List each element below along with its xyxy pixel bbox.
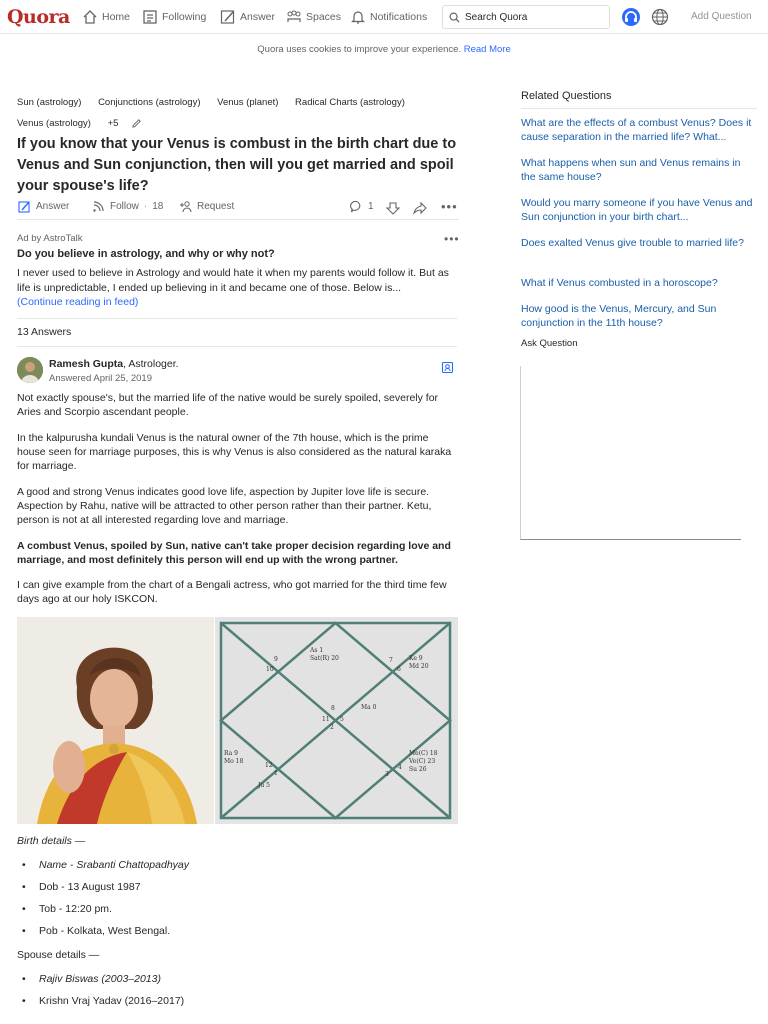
ad-attribution: Ad by AstroTalk [17,233,83,244]
chart-label: 9 [274,656,278,663]
chart-label: 8 [331,705,335,712]
follow-button-label: Follow [110,201,139,212]
list-item [26,925,170,937]
user-avatar[interactable] [622,8,640,26]
nav-spaces[interactable] [286,7,341,27]
chart-label: Ra 9 [224,750,238,757]
ad-more-options-icon[interactable]: ••• [444,232,460,246]
topic-tag[interactable]: Venus (planet) [217,97,279,108]
comment-icon [350,200,363,213]
topic-tag[interactable]: Radical Charts (astrology) [295,97,405,108]
related-question-link[interactable]: Does exalted Venus give trouble to married life? [521,237,744,249]
search-icon [449,12,460,23]
topic-tag[interactable]: Venus (astrology) [17,118,91,129]
author-name[interactable] [49,358,179,370]
cookie-read-more-link[interactable]: Read More [463,44,511,55]
list-item [26,859,189,871]
chart-label: Ve(C) 23 [409,758,436,765]
chart-label: Sat(R) 20 [310,655,339,662]
related-question-link[interactable]: What are the effects of a combust Venus? Does it cause separation in the married life? What... [521,117,752,143]
nav-answer-label: Answer [240,11,276,23]
actress-photo[interactable] [17,617,214,824]
detail-value: 13 August 1987 [67,881,141,893]
add-question-button[interactable]: Add Question [691,11,752,22]
related-question-link[interactable]: What happens when sun and Venus remains in the same house? [521,157,741,183]
topic-tag[interactable]: Sun (astrology) [17,97,82,108]
answer-button[interactable] [18,200,69,213]
home-icon [82,9,98,25]
cookie-banner [0,44,768,55]
detail-value: Srabanti Chattopadhyay [76,859,190,871]
detail-value: Kolkata, West Bengal. [67,925,171,937]
chart-label: 11 [322,716,330,723]
detail-key: Dob - [39,881,68,893]
birth-details-heading [17,835,85,847]
chart-label: Md 20 [409,663,429,670]
chart-label: 10 [266,666,274,673]
nav-following[interactable] [142,7,206,27]
answer-pencil-icon [220,9,236,25]
spouse-entry: Krishn Vraj Yadav (2016–2017) [39,995,185,1007]
request-button-label: Request [197,201,235,212]
birth-chart-image[interactable] [215,617,458,824]
author-credential: , Astrologer. [123,358,179,370]
comment-button[interactable] [350,200,374,213]
question-actions [17,198,459,220]
follow-count: 18 [152,201,164,212]
ad-body-text: I never used to believe in Astrology and would hate it when my parents would follow it. But as life is unpredictable, I ended up believing in it and became one of those. Below is... [17,267,449,294]
globe-icon[interactable] [651,8,669,26]
answer-paragraph: In the kalpurusha kundali Venus is the natural owner of the 7th house, which is the prime house seen for marriage purposes, this is why Venus is also considered as the natural karaka for marriage. [17,432,452,472]
detail-value: 12:20 pm. [65,903,112,915]
ad-title[interactable]: Do you believe in astrology, and why or why not? [17,248,275,260]
search-placeholder: Search Quora [465,11,528,23]
nav-following-label: Following [162,11,207,23]
detail-key: Pob - [39,925,68,937]
answer-button-label: Answer [36,201,70,212]
divider [17,318,457,319]
spaces-icon [286,9,302,25]
chart-label: Me(C) 18 [409,750,438,757]
divider [17,346,457,347]
bookmark-person-icon[interactable] [441,361,454,374]
topics-more-button[interactable]: +5 [107,118,119,129]
answer-date: Answered April 25, 2019 [49,373,152,384]
chart-label: Ju 5 [258,782,270,789]
answer-paragraph: A combust Venus, spoiled by Sun, native can't take proper decision regarding love and marriage, and most definitely this person will end up with the wrong partner. [17,540,451,566]
following-icon [142,9,158,25]
answers-count: 13 Answers [17,326,72,338]
ad-placeholder-box [520,366,741,540]
chart-label: 12 [265,762,273,769]
divider [521,108,757,109]
nav-notifications-label: Notifications [370,11,428,23]
chart-label: 6 [397,666,401,673]
related-question-link[interactable]: Would you marry someone if you have Venus and Sun conjunction in your birth chart... [521,197,753,223]
chart-label: 3 [385,771,389,778]
author-avatar[interactable] [17,357,43,383]
related-questions-heading: Related Questions [521,90,612,102]
topic-list [17,92,457,134]
answer-pencil-icon [18,200,31,213]
search-input[interactable] [442,5,610,29]
answer-paragraph: Not exactly spouse's, but the married life of the native would be surely spoiled, severely for Aries and Scorpio ascendant people. [17,392,439,418]
request-button[interactable] [179,200,234,213]
follow-rss-icon [92,200,105,213]
question-title: If you know that your Venus is combust in the birth chart due to Venus and Sun conjunction, then will you get married and spoil your spouse's life? [17,136,457,194]
nav-notifications[interactable] [350,7,427,27]
ask-question-link[interactable]: Ask Question [521,338,578,349]
related-question-link[interactable]: What if Venus combusted in a horoscope? [521,277,718,289]
cookie-text: Quora uses cookies to improve your experience. [257,44,462,55]
chart-label: 2 [330,724,334,731]
ad-continue-link[interactable]: (Continue reading in feed) [17,296,139,308]
quora-logo[interactable]: Quora [7,6,70,28]
spouse-details-heading: Spouse details — [17,949,100,961]
topic-tag[interactable]: Conjunctions (astrology) [98,97,201,108]
request-person-icon [179,200,192,213]
more-options-icon[interactable]: ••• [441,199,458,214]
answer-paragraph: A good and strong Venus indicates good love life, aspection by Jupiter love life is secure. Aspection by Rahu, native will be attracted to other person rather than their partner. Ketu, person is not at all interested regarding love and marriage. [17,486,432,526]
related-question-link[interactable]: How good is the Venus, Mercury, and Sun conjunction in the 11th house? [521,303,717,329]
chart-label: Su 26 [409,766,427,773]
list-item [26,903,112,915]
nav-home-label: Home [102,11,131,23]
chart-label: 4 [398,764,402,771]
bell-icon [350,9,366,25]
follow-button[interactable]: Follow · 18 [92,200,163,213]
downvote-icon[interactable] [386,201,400,215]
chart-label: Ma 0 [361,704,377,711]
headphones-icon [622,8,640,26]
author-name-text: Ramesh Gupta [49,358,124,370]
chart-label: 1 [274,770,278,777]
chart-label: Ke 9 [409,655,423,662]
birth-details-label: Birth details — [17,835,86,847]
detail-key: Name - [39,859,77,871]
list-item [26,973,161,985]
chart-label: 5 [340,716,344,723]
nav-spaces-label: Spaces [306,11,342,23]
answer-paragraph: I can give example from the chart of a Bengali actress, who got married for the third time few days ago at our holy ISKCON. [17,579,447,605]
edit-topics-icon[interactable] [131,118,142,129]
share-icon[interactable] [413,201,427,215]
list-item [26,995,184,1007]
detail-key: Tob - [39,903,66,915]
chart-label: As 1 [310,647,324,654]
ad-body [17,266,457,310]
list-item [26,881,141,893]
spouse-entry: Rajiv Biswas (2003–2013) [39,973,161,985]
top-navbar [0,0,768,34]
chart-label: Mo 18 [224,758,244,765]
chart-label: 7 [389,657,393,664]
comment-count: 1 [368,201,374,212]
nav-home[interactable] [82,7,130,27]
nav-answer[interactable] [220,7,275,27]
